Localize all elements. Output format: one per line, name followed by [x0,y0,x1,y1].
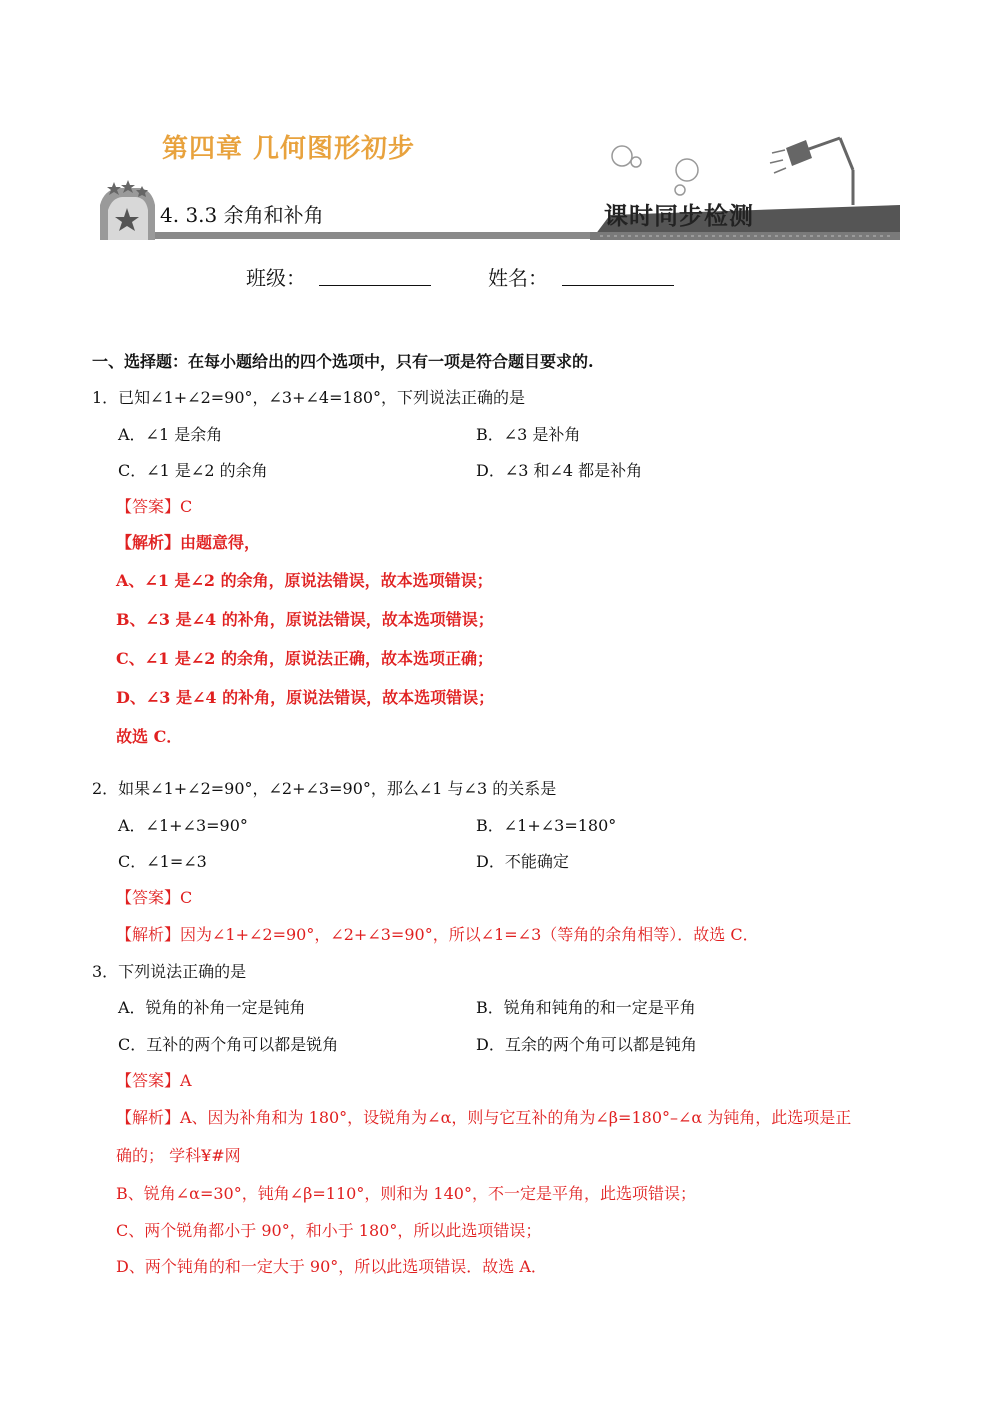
chapter-title: 第四章 几何图形初步 [162,134,416,164]
question-1-analysis-line: A、∠1 是∠2 的余角，原说法错误，故本选项错误； [116,571,493,590]
question-1-analysis-line: C、∠1 是∠2 的余角，原说法正确，故本选项正确； [116,649,493,668]
question-3-analysis-line: 确的； 学科¥#网 [116,1146,241,1165]
header-banner-graphic [0,0,993,260]
question-2-answer: 【答案】C [116,888,193,907]
question-2-option-b: B．∠1+∠3=180° [476,816,617,835]
question-3-option-c: C．互补的两个角可以都是锐角 [118,1035,339,1054]
question-3-analysis-line: C、两个锐角都小于 90°，和小于 180°，所以此选项错误； [116,1221,542,1240]
question-2-option-c: C．∠1=∠3 [118,852,207,871]
question-2-analysis-line: 【解析】因为∠1+∠2=90°，∠2+∠3=90°，所以∠1=∠3（等角的余角相等）．故选 C． [116,925,759,944]
question-3-analysis-line: 【解析】A、因为补角和为 180°，设锐角为∠α，则与它互补的角为∠β=180°–∠α 为钝角，此选项是正 [116,1108,852,1127]
name-label: 姓名： [488,266,548,290]
question-3-analysis-line: B、锐角∠α=30°，钝角∠β=110°，则和为 140°，不一定是平角，此选项错误； [116,1184,696,1203]
question-1-analysis-line: D、∠3 是∠4 的补角，原说法错误，故本选项错误； [116,688,495,707]
question-1-stem: 1．已知∠1+∠2=90°，∠3+∠4=180°，下列说法正确的是 [92,388,526,407]
section-title: 4. 3.3 余角和补角 [160,203,324,227]
question-1-option-a: A．∠1 是余角 [118,425,223,444]
class-label: 班级： [246,266,306,290]
banner-text: 课时同步检测 [604,201,754,230]
question-3-analysis-line: D、两个钝角的和一定大于 90°，所以此选项错误．故选 A． [116,1257,547,1276]
question-1-option-c: C．∠1 是∠2 的余角 [118,461,268,480]
question-2-stem: 2．如果∠1+∠2=90°，∠2+∠3=90°，那么∠1 与∠3 的关系是 [92,779,557,798]
question-1-analysis-line: 故选 C． [116,727,183,746]
question-3-stem: 3．下列说法正确的是 [92,962,247,981]
question-1-analysis-line: B、∠3 是∠4 的补角，原说法错误，故本选项错误； [116,610,494,629]
question-1-analysis-line: 【解析】由题意得， [116,533,261,552]
section-instruction: 一、选择题：在每小题给出的四个选项中，只有一项是符合题目要求的. [92,352,594,371]
question-1-answer: 【答案】C [116,497,193,516]
question-2-option-d: D．不能确定 [476,852,569,871]
question-1-option-d: D．∠3 和∠4 都是补角 [476,461,643,480]
name-field[interactable] [562,285,674,286]
question-3-option-b: B．锐角和钝角的和一定是平角 [476,998,696,1017]
question-2-option-a: A．∠1+∠3=90° [118,816,248,835]
question-1-option-b: B．∠3 是补角 [476,425,581,444]
question-3-answer: 【答案】A [116,1071,192,1090]
question-3-option-a: A．锐角的补角一定是钝角 [118,998,306,1017]
question-3-option-d: D．互余的两个角可以都是钝角 [476,1035,697,1054]
class-field[interactable] [319,285,431,286]
